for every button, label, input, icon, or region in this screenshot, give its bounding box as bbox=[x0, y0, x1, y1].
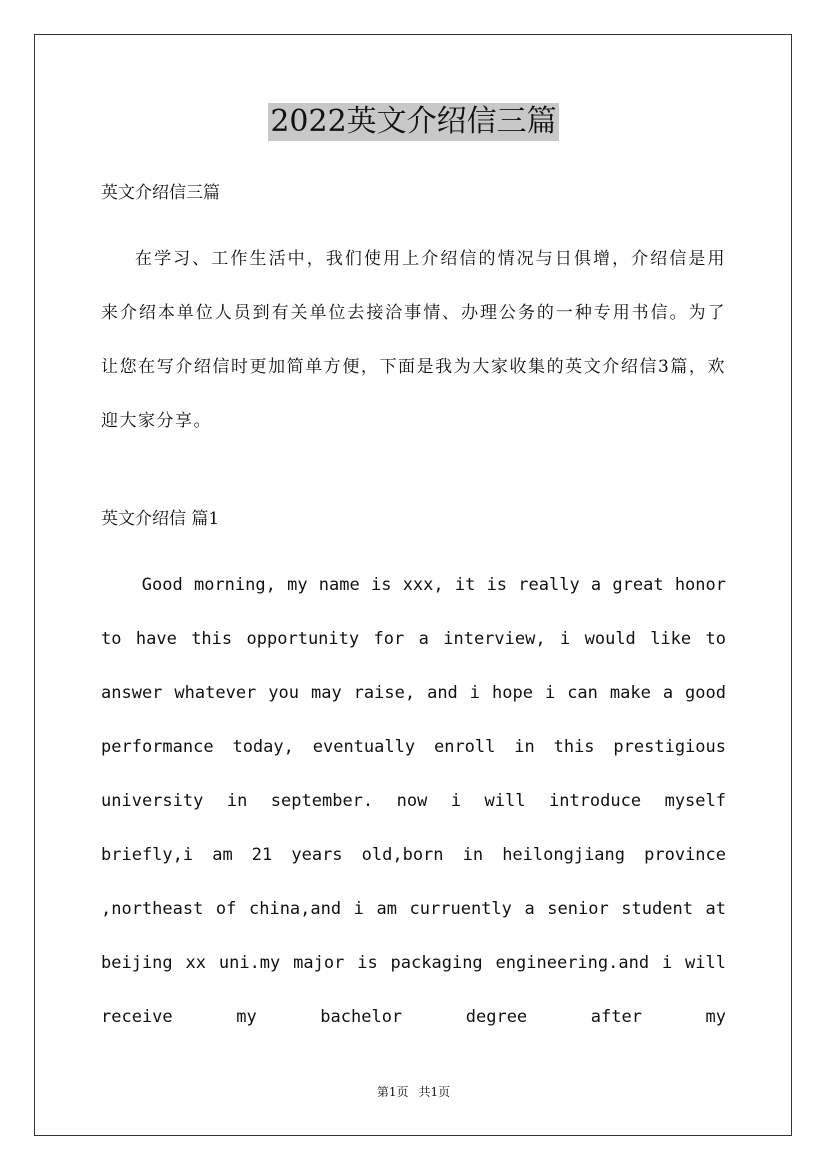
intro-paragraph: 在学习、工作生活中，我们使用上介绍信的情况与日俱增，介绍信是用来介绍本单位人员到有关单位去接洽事情、办理公务的一种专用书信。为了让您在写介绍信时更加简单方便，下面是我为大家收集的英文介绍信3篇，欢迎大家分享。 bbox=[101, 249, 726, 431]
title-container bbox=[0, 103, 827, 141]
intro-heading: 英文介绍信三篇 bbox=[101, 183, 220, 203]
page-footer bbox=[0, 1083, 827, 1100]
document-title: 2022英文介绍信三篇 bbox=[270, 104, 557, 139]
section1-paragraph: Good morning, my name is xxx, it is really a great honor to have this opportunity for a interview, i would like to answer whatever you may raise, and i hope i can make a good performance today, eventually enroll in this prestigious university in september. now i will introduce myself briefly,i am 21 years old,born in heilongjiang province ,northeast of china,and i am curruently a senior student at beijing xx uni.my major is packaging engineering.and i will receive my bachelor degree after my bbox=[101, 575, 726, 1027]
section-spacer bbox=[101, 448, 726, 504]
document-body bbox=[101, 178, 726, 1044]
section1-heading: 英文介绍信 篇1 bbox=[101, 509, 220, 529]
page-number-total: 共1页 bbox=[418, 1085, 451, 1099]
page-number-current: 第1页 bbox=[376, 1085, 409, 1099]
